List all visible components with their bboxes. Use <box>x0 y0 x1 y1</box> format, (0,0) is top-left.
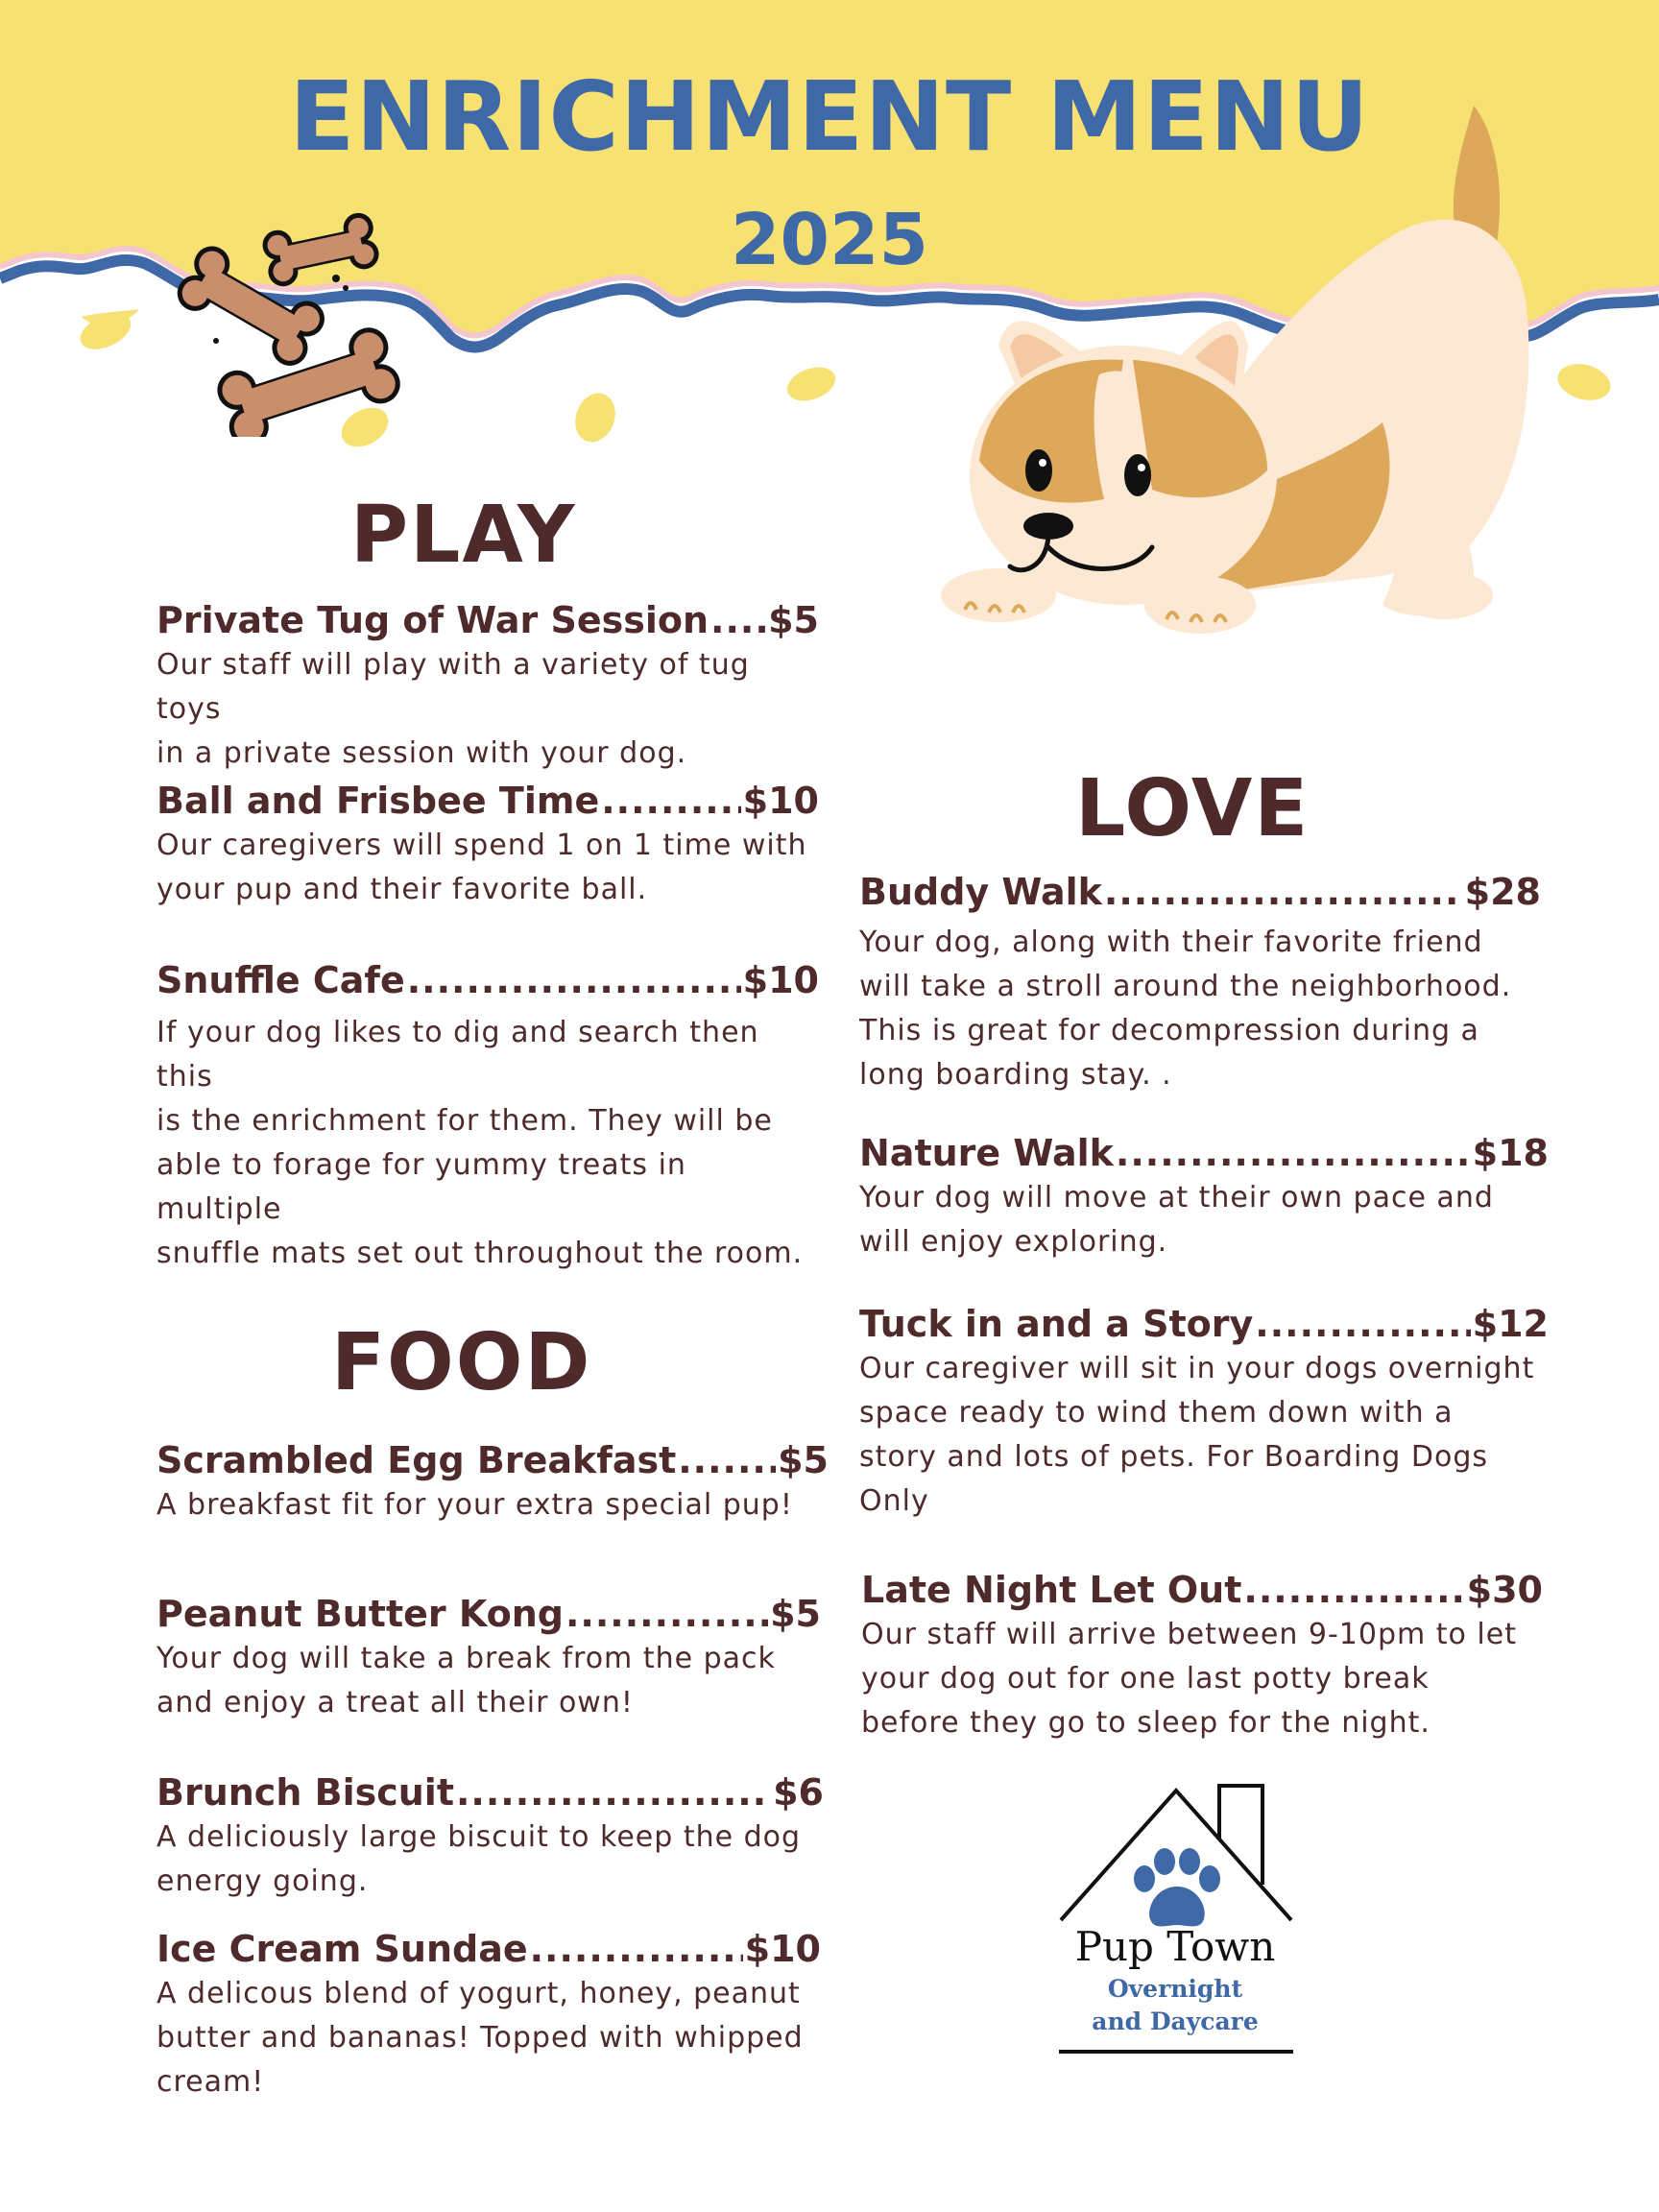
item-price: $10 <box>742 959 819 1001</box>
item-price: $10 <box>742 780 819 822</box>
item-price: $5 <box>768 599 819 641</box>
item-desc-line: able to forage for yummy treats in multiple <box>156 1148 686 1226</box>
menu-item-buddy-walk <box>859 869 1541 1097</box>
item-desc-line: Your dog, along with their favorite friend <box>859 926 1483 959</box>
item-desc-line: Our caregivers will spend 1 on 1 time with <box>156 829 807 862</box>
item-name: Snuffle Cafe <box>156 959 405 1001</box>
item-name: Brunch Biscuit <box>156 1771 454 1814</box>
item-price: $18 <box>1472 1132 1549 1174</box>
item-price: $5 <box>770 1593 821 1635</box>
dog-bone-icon <box>173 197 422 437</box>
item-name: Ball and Frisbee Time <box>156 780 600 822</box>
menu-title: ENRICHMENT MENU <box>289 60 1370 173</box>
menu-item-nature-walk <box>859 1130 1549 1264</box>
love-heading: LOVE <box>1075 763 1310 854</box>
item-name: Nature Walk <box>859 1132 1114 1174</box>
item-name: Private Tug of War Session <box>156 599 709 641</box>
item-price: $5 <box>778 1439 829 1481</box>
item-desc-line: long boarding stay. . <box>859 1058 1172 1092</box>
item-desc-line: your dog out for one last potty break <box>861 1662 1430 1695</box>
logo-name: Pup Town <box>1074 1923 1276 1970</box>
item-desc-line: and enjoy a treat all their own! <box>156 1686 634 1719</box>
item-name: Scrambled Egg Breakfast <box>156 1439 677 1481</box>
menu-item-peanut-butter-kong <box>156 1591 821 1725</box>
menu-item-brunch-biscuit <box>156 1769 824 1904</box>
item-desc-line: cream! <box>156 2065 265 2099</box>
item-desc-line: your pup and their favorite ball. <box>156 873 648 906</box>
item-desc-line: Your dog will take a break from the pack <box>156 1642 776 1675</box>
menu-item-scrambled-egg <box>156 1437 829 1527</box>
item-desc-line: before they go to sleep for the night. <box>861 1706 1431 1740</box>
item-desc-line: will take a stroll around the neighborhood. <box>859 970 1512 1003</box>
item-desc-line: Your dog will move at their own pace and <box>859 1181 1494 1214</box>
item-desc-line: Our caregiver will sit in your dogs overnight <box>859 1352 1535 1385</box>
item-desc-line: A deliciously large biscuit to keep the dog <box>156 1820 802 1854</box>
item-desc-line: energy going. <box>156 1864 369 1898</box>
logo-subtitle: and Daycare <box>1092 2008 1259 2035</box>
menu-item-tuck-in-story <box>859 1301 1549 1524</box>
item-desc-line: A delicous blend of yogurt, honey, peanut <box>156 1977 801 2010</box>
item-price: $28 <box>1464 871 1541 913</box>
item-desc-line: snuffle mats set out throughout the room. <box>156 1237 804 1270</box>
item-desc-line: This is great for decompression during a <box>859 1014 1479 1047</box>
item-desc-line: in a private session with your dog. <box>156 736 687 770</box>
item-desc-line: Only <box>859 1484 929 1518</box>
item-desc-line: space ready to wind them down with a <box>859 1396 1454 1430</box>
menu-item-ice-cream-sundae <box>156 1926 821 2104</box>
item-price: $10 <box>744 1928 821 1970</box>
item-desc-line: will enjoy exploring. <box>859 1225 1168 1259</box>
item-desc-line: A breakfast fit for your extra special pup! <box>156 1488 793 1522</box>
paw-icon <box>1131 1848 1223 1933</box>
item-name: Late Night Let Out <box>861 1569 1242 1611</box>
play-heading: PLAY <box>350 490 577 581</box>
menu-item-tug-of-war <box>156 597 819 776</box>
item-desc-line: story and lots of pets. For Boarding Dogs <box>859 1440 1489 1474</box>
item-price: $6 <box>773 1771 824 1814</box>
menu-item-snuffle-cafe <box>156 957 819 1276</box>
item-desc-line: Our staff will play with a variety of tug toys <box>156 648 750 726</box>
puppy-illustration <box>922 96 1536 653</box>
item-desc-line: butter and bananas! Topped with whipped <box>156 2021 804 2055</box>
logo-underline <box>1059 2050 1293 2054</box>
item-name: Peanut Butter Kong <box>156 1593 564 1635</box>
item-desc-line: If your dog likes to dig and search then this <box>156 1016 759 1094</box>
item-price: $30 <box>1466 1569 1543 1611</box>
item-name: Buddy Walk <box>859 871 1102 913</box>
item-desc-line: Our staff will arrive between 9-10pm to let <box>861 1618 1517 1651</box>
item-name: Ice Cream Sundae <box>156 1928 528 1970</box>
item-desc-line: is the enrichment for them. They will be <box>156 1104 773 1138</box>
food-heading: FOOD <box>331 1317 592 1408</box>
logo-subtitle: Overnight <box>1107 1975 1243 2003</box>
menu-year: 2025 <box>731 199 928 281</box>
item-name: Tuck in and a Story <box>859 1303 1254 1345</box>
menu-item-ball-frisbee <box>156 778 819 912</box>
menu-item-late-night-let-out <box>861 1567 1543 1745</box>
item-price: $12 <box>1472 1303 1549 1345</box>
